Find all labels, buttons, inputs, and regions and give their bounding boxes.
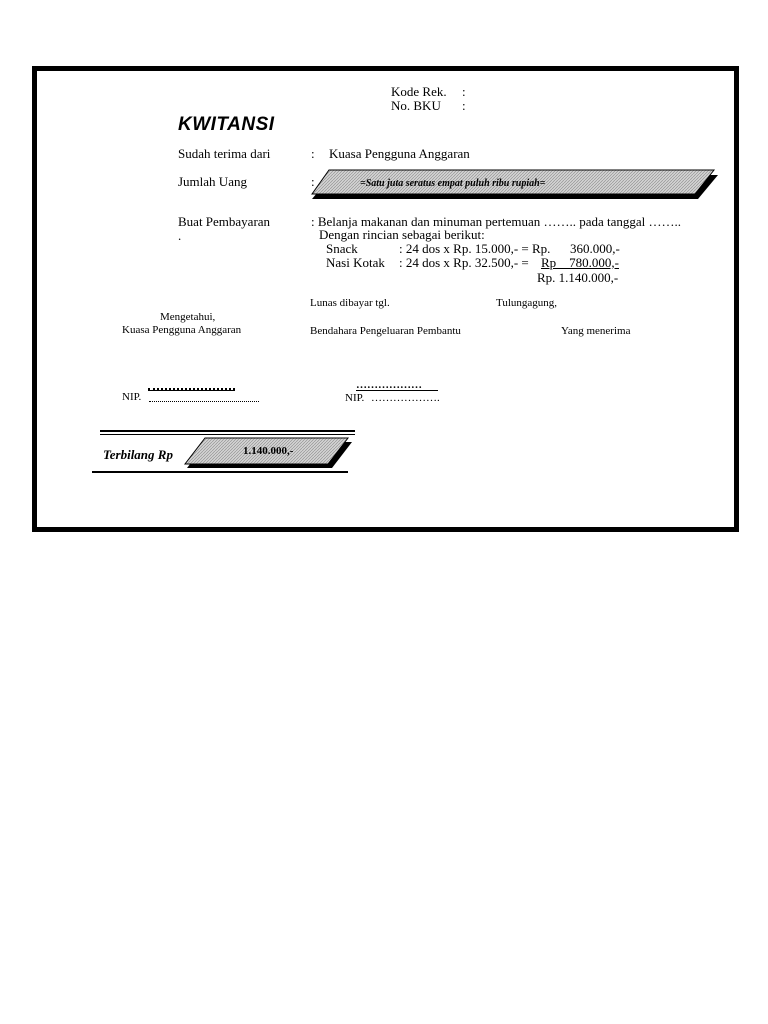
lunas-dibayar: Lunas dibayar tgl. bbox=[310, 297, 390, 309]
signature-dots-right: ……………… bbox=[356, 379, 422, 391]
buat-pembayaran-dot: . bbox=[178, 228, 182, 243]
nip-left-dots bbox=[149, 401, 259, 402]
terbilang-value: 1.140.000,- bbox=[243, 445, 294, 457]
sudah-terima-label: Sudah terima dari bbox=[178, 146, 271, 161]
sudah-terima-colon: : bbox=[311, 146, 315, 161]
signature-underline-right bbox=[356, 390, 438, 391]
kode-rek-colon: : bbox=[462, 84, 466, 99]
item-detail: : 24 dos x Rp. 15.000,- = Rp. bbox=[399, 241, 551, 256]
total-amount: Rp. 1.140.000,- bbox=[537, 270, 619, 285]
jumlah-uang-colon: : bbox=[311, 174, 315, 189]
no-bku-colon: : bbox=[462, 98, 466, 113]
item-name: Snack bbox=[326, 241, 358, 256]
kode-rek-label: Kode Rek. bbox=[391, 84, 447, 99]
bendahara-label: Bendahara Pengeluaran Pembantu bbox=[310, 325, 461, 337]
nip-right-label: NIP. bbox=[345, 392, 365, 404]
buat-pembayaran-label: Buat Pembayaran bbox=[178, 214, 271, 229]
terbilang-top-rule-thin bbox=[100, 434, 355, 435]
no-bku-label: No. BKU bbox=[391, 98, 441, 113]
item-name: Nasi Kotak bbox=[326, 255, 385, 270]
rincian-intro: Dengan rincian sebagai berikut: bbox=[319, 227, 485, 242]
terbilang-label: Terbilang Rp bbox=[103, 447, 173, 462]
nip-left-label: NIP. bbox=[122, 391, 142, 403]
amount-in-words: =Satu juta seratus empat puluh ribu rupiah= bbox=[360, 178, 546, 189]
item-amount: 360.000,- bbox=[570, 241, 620, 256]
yang-menerima-label: Yang menerima bbox=[561, 325, 631, 337]
item-amount: Rp 780.000,- bbox=[541, 255, 619, 270]
nip-right-dots: ………………. bbox=[371, 392, 440, 404]
signature-underline-left bbox=[148, 390, 235, 391]
mengetahui-label: Mengetahui, bbox=[160, 311, 216, 323]
jumlah-uang-label: Jumlah Uang bbox=[178, 174, 247, 189]
place-label: Tulungagung, bbox=[496, 297, 558, 309]
kuasa-pengguna-label: Kuasa Pengguna Anggaran bbox=[122, 324, 242, 336]
terbilang-bottom-rule bbox=[92, 471, 348, 473]
sudah-terima-value: Kuasa Pengguna Anggaran bbox=[329, 146, 470, 161]
item-detail: : 24 dos x Rp. 32.500,- = bbox=[399, 255, 529, 270]
terbilang-top-rule bbox=[100, 430, 355, 432]
receipt-title: KWITANSI bbox=[178, 114, 275, 135]
buat-pembayaran-value: : Belanja makanan dan minuman pertemuan …….. pada tanggal …….. bbox=[311, 214, 682, 229]
